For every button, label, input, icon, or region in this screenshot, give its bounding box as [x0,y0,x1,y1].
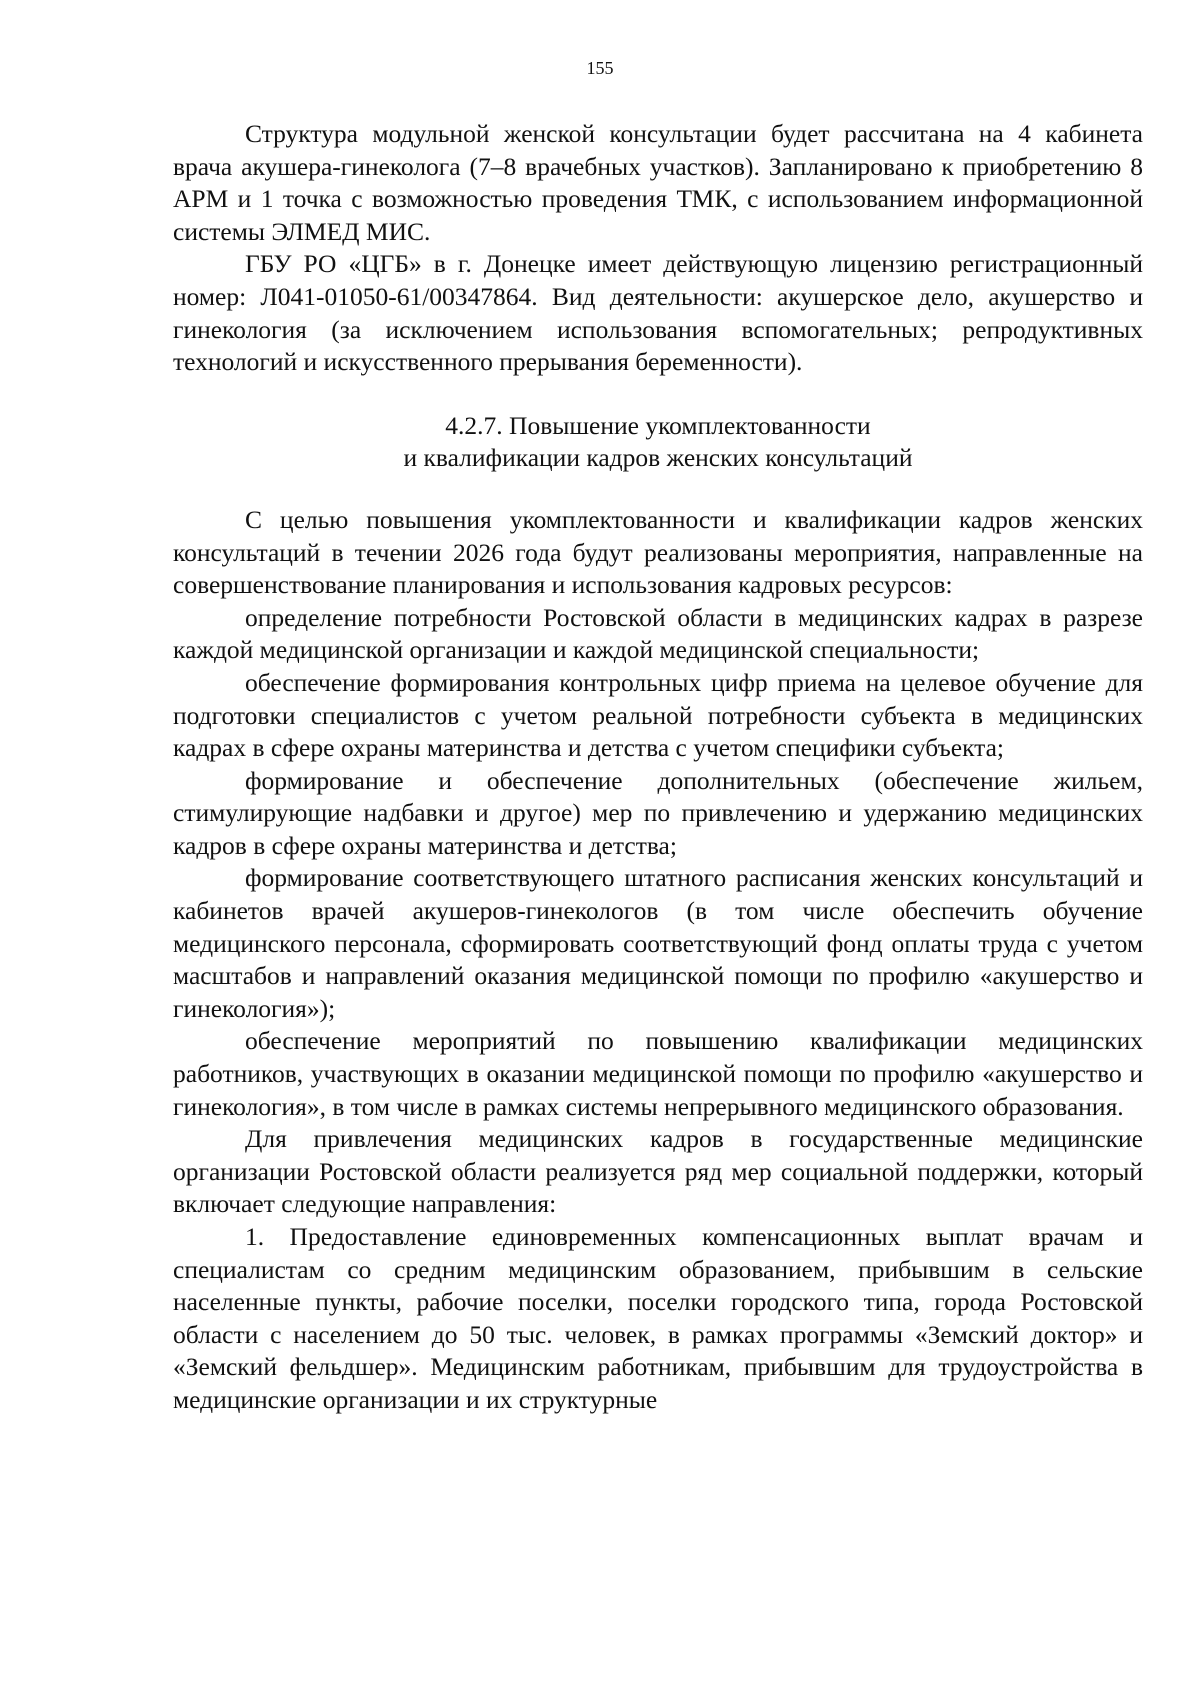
paragraph-license: ГБУ РО «ЦГБ» в г. Донецке имеет действующую лицензию регистрационный номер: Л041-01050-61/00347864. Вид деятельности: акушерское дело, акушерство и гинекология (за исключением использования вспомогательных; репродуктивных технологий и искусственного прерывания беременности). [173,249,1143,377]
section-heading [173,410,1143,475]
paragraph-modular-consultation: Структура модульной женской консультации будет рассчитана на 4 кабинета врача акушера-гинеколога (7–8 врачебных участков). Запланировано к приобретению 8 АРМ и 1 точка с возможностью проведения ТМК, с использованием информационной системы ЭЛМЕД МИС. [173,119,1143,246]
paragraph-intro-measures: С целью повышения укомплектованности и квалификации кадров женских консультаций в течении 2026 года будут реализованы мероприятия, направленные на совершенствование планирования и использования кадровых ресурсов: [173,504,1143,600]
list-item-target-training: обеспечение формирования контрольных цифр приема на целевое обучение для подготовки специалистов с учетом реальной потребности субъекта в медицинских кадрах в сфере охраны материнства и детства с учетом специфики субъекта; [173,667,1143,763]
section-heading-line-1: 4.2.7. Повышение укомплектованности [445,410,871,440]
list-item-retention-measures: формирование и обеспечение дополнительных (обеспечение жильем, стимулирующие надбавки и другое) мер по привлечению и удержанию медицинских кадров в сфере охраны материнства и детства; [173,765,1143,860]
section-heading-line-2: и квалификации кадров женских консультаций [403,443,913,473]
list-item-staff-schedule: формирование соответствующего штатного расписания женских консультаций и кабинетов врачей акушеров-гинекологов (в том числе обеспечить обучение медицинского персонала, сформировать соответствующий фонд оплаты труда с учетом масштабов и направлений оказания медицинской помощи по профилю «акушерство и гинекология»); [173,863,1143,1023]
paragraph-compensation-payments: 1. Предоставление единовременных компенсационных выплат врачам и специалистам со средним медицинским образованием, прибывшим в сельские населенные пункты, рабочие поселки, поселки городского типа, города Ростовской области с населением до 50 тыс. человек, в рамках программы «Земский доктор» и «Земский фельдшер». Медицинским работникам, прибывшим для трудоустройства в медицинские организации и их структурные [173,1222,1143,1414]
paragraph-social-support: Для привлечения медицинских кадров в государственные медицинские организации Ростовской области реализуется ряд мер социальной поддержки, который включает следующие направления: [173,1124,1143,1219]
page-number: 155 [586,58,614,78]
list-item-staff-needs: определение потребности Ростовской области в медицинских кадрах в разрезе каждой медицинской организации и каждой медицинской специальности; [173,602,1143,665]
document-body [173,118,1143,1417]
list-item-qualification: обеспечение мероприятий по повышению квалификации медицинских работников, участвующих в оказании медицинской помощи по профилю «акушерство и гинекология», в том числе в рамках системы непрерывного медицинского образования. [173,1026,1143,1121]
